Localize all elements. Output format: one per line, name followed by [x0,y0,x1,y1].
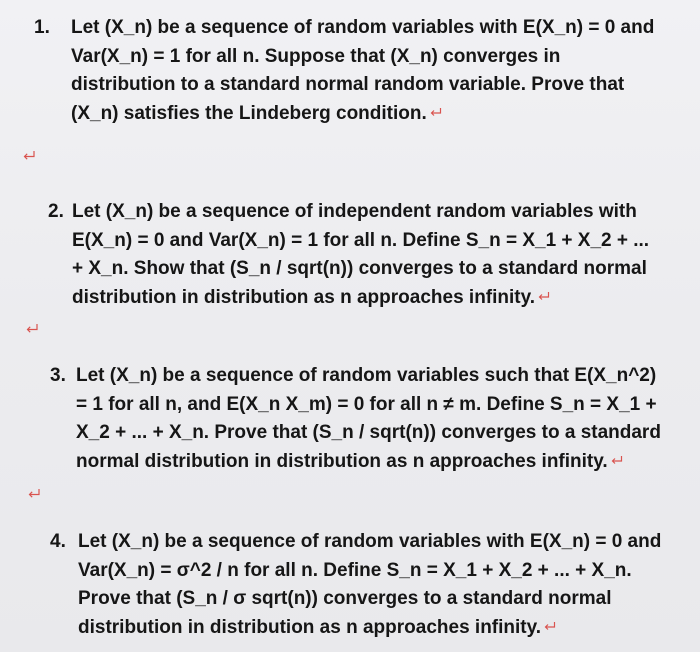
return-arrow-icon [537,291,550,302]
question-line: + X_n. Show that (S_n / sqrt(n)) converges to a standard normal [72,258,647,279]
question-text [78,528,661,642]
return-arrow-icon [429,107,442,118]
return-arrow-icon [543,621,556,632]
return-arrow-icon [27,488,41,500]
question-text [72,198,649,312]
question-line: = 1 for all n, and E(X_n X_m) = 0 for all n ≠ m. Define S_n = X_1 + [76,393,657,415]
question-line: Let (X_n) be a sequence of random variables with E(X_n) = 0 and [71,17,655,38]
question-line-last: normal distribution in distribution as n approaches infinity. [76,448,661,477]
question-number: 3. [50,365,66,386]
return-arrow-icon [22,150,36,162]
question-4 [50,528,661,642]
question-text [71,14,654,128]
question-number: 1. [34,17,50,38]
question-line-last: distribution in distribution as n approaches infinity. [72,284,649,313]
question-line: Let (X_n) be a sequence of random variables with E(X_n) = 0 and [78,531,662,552]
question-line-last: (X_n) satisfies the Lindeberg condition. [71,100,654,129]
question-line: E(X_n) = 0 and Var(X_n) = 1 for all n. Define S_n = X_1 + X_2 + ... [72,229,650,251]
return-arrow-icon [25,323,39,335]
question-line: Let (X_n) be a sequence of independent random variables with [72,201,637,222]
question-line: Prove that (S_n / σ sqrt(n)) converges to a standard normal [78,588,612,609]
return-arrow-icon [610,455,623,466]
question-3 [50,362,661,476]
question-1 [34,14,654,128]
question-line: X_2 + ... + X_n. Prove that (S_n / sqrt(n)) converges to a standard [76,422,661,443]
question-2 [48,198,649,312]
question-number: 2. [48,201,64,222]
question-line: distribution to a standard normal random variable. Prove that [71,74,625,95]
question-text [76,362,661,476]
question-number: 4. [50,531,66,552]
question-line: Var(X_n) = σ^2 / n for all n. Define S_n = X_1 + X_2 + ... + X_n. [78,559,632,581]
question-line: Var(X_n) = 1 for all n. Suppose that (X_n) converges in [71,45,561,67]
question-line-last: distribution in distribution as n approaches infinity. [78,614,661,643]
question-line: Let (X_n) be a sequence of random variables such that E(X_n^2) [76,365,657,386]
